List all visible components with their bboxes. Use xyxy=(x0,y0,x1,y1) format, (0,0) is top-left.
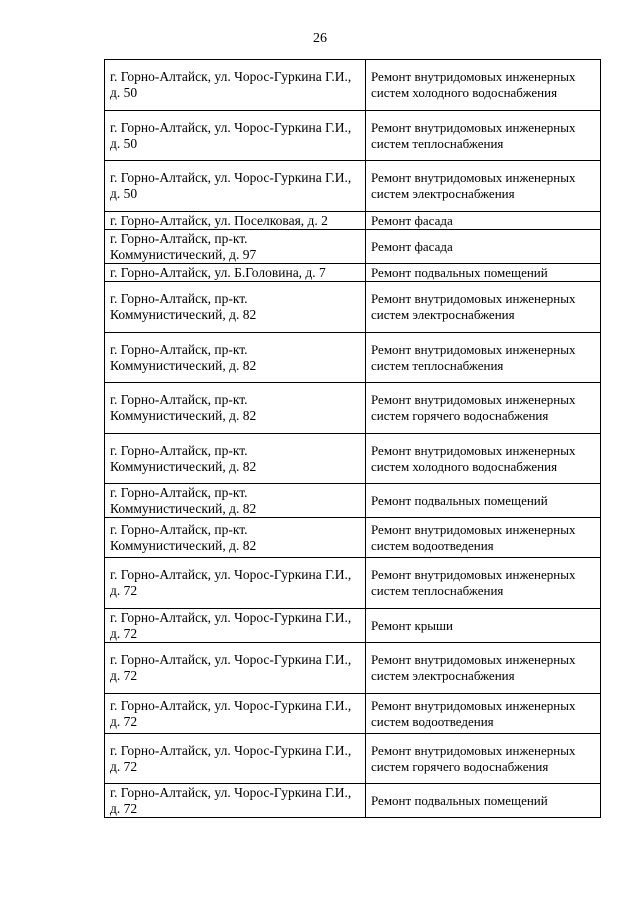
address-cell: г. Горно-Алтайск, ул. Чорос-Гуркина Г.И., д. 50 xyxy=(105,161,366,212)
address-cell: г. Горно-Алтайск, ул. Чорос-Гуркина Г.И., д. 50 xyxy=(105,111,366,161)
address-cell: г. Горно-Алтайск, ул. Чорос-Гуркина Г.И., д. 50 xyxy=(105,60,366,111)
work-type-cell: Ремонт внутридомовых инженерных систем горячего водоснабжения xyxy=(366,734,601,784)
work-type-cell: Ремонт внутридомовых инженерных систем электроснабжения xyxy=(366,161,601,212)
table-row xyxy=(105,230,601,264)
address-cell: г. Горно-Алтайск, пр-кт. Коммунистический, д. 82 xyxy=(105,434,366,484)
address-cell: г. Горно-Алтайск, ул. Поселковая, д. 2 xyxy=(105,212,366,230)
work-type-cell: Ремонт фасада xyxy=(366,212,601,230)
address-cell: г. Горно-Алтайск, ул. Чорос-Гуркина Г.И., д. 72 xyxy=(105,558,366,609)
table-row xyxy=(105,264,601,282)
address-cell: г. Горно-Алтайск, ул. Чорос-Гуркина Г.И., д. 72 xyxy=(105,784,366,818)
address-cell: г. Горно-Алтайск, ул. Чорос-Гуркина Г.И., д. 72 xyxy=(105,734,366,784)
work-type-cell: Ремонт внутридомовых инженерных систем водоотведения xyxy=(366,694,601,734)
work-type-cell: Ремонт внутридомовых инженерных систем теплоснабжения xyxy=(366,333,601,383)
table-row xyxy=(105,694,601,734)
work-type-cell: Ремонт подвальных помещений xyxy=(366,264,601,282)
address-cell: г. Горно-Алтайск, пр-кт. Коммунистический, д. 82 xyxy=(105,383,366,434)
address-cell: г. Горно-Алтайск, ул. Б.Головина, д. 7 xyxy=(105,264,366,282)
work-type-cell: Ремонт внутридомовых инженерных систем электроснабжения xyxy=(366,643,601,694)
address-cell: г. Горно-Алтайск, ул. Чорос-Гуркина Г.И., д. 72 xyxy=(105,609,366,643)
address-cell: г. Горно-Алтайск, ул. Чорос-Гуркина Г.И., д. 72 xyxy=(105,643,366,694)
work-type-cell: Ремонт крыши xyxy=(366,609,601,643)
work-type-cell: Ремонт внутридомовых инженерных систем холодного водоснабжения xyxy=(366,434,601,484)
address-cell: г. Горно-Алтайск, пр-кт. Коммунистический, д. 82 xyxy=(105,484,366,518)
address-cell: г. Горно-Алтайск, пр-кт. Коммунистический, д. 82 xyxy=(105,333,366,383)
work-type-cell: Ремонт фасада xyxy=(366,230,601,264)
table-row xyxy=(105,643,601,694)
address-cell: г. Горно-Алтайск, пр-кт. Коммунистический, д. 97 xyxy=(105,230,366,264)
table-row xyxy=(105,434,601,484)
table-row xyxy=(105,784,601,818)
table-row xyxy=(105,518,601,558)
work-type-cell: Ремонт внутридомовых инженерных систем водоотведения xyxy=(366,518,601,558)
work-type-cell: Ремонт внутридомовых инженерных систем электроснабжения xyxy=(366,282,601,333)
address-cell: г. Горно-Алтайск, ул. Чорос-Гуркина Г.И., д. 72 xyxy=(105,694,366,734)
table-row xyxy=(105,212,601,230)
work-type-cell: Ремонт подвальных помещений xyxy=(366,784,601,818)
work-type-cell: Ремонт подвальных помещений xyxy=(366,484,601,518)
table-row xyxy=(105,558,601,609)
table-row xyxy=(105,609,601,643)
work-type-cell: Ремонт внутридомовых инженерных систем холодного водоснабжения xyxy=(366,60,601,111)
table-row xyxy=(105,333,601,383)
table-row xyxy=(105,383,601,434)
page-number: 26 xyxy=(313,31,327,46)
work-type-cell: Ремонт внутридомовых инженерных систем горячего водоснабжения xyxy=(366,383,601,434)
table-row xyxy=(105,484,601,518)
work-type-cell: Ремонт внутридомовых инженерных систем теплоснабжения xyxy=(366,558,601,609)
table-row xyxy=(105,734,601,784)
address-cell: г. Горно-Алтайск, пр-кт. Коммунистический, д. 82 xyxy=(105,518,366,558)
table-row xyxy=(105,60,601,111)
table-row xyxy=(105,161,601,212)
work-type-cell: Ремонт внутридомовых инженерных систем теплоснабжения xyxy=(366,111,601,161)
address-cell: г. Горно-Алтайск, пр-кт. Коммунистический, д. 82 xyxy=(105,282,366,333)
table-row xyxy=(105,282,601,333)
table-row xyxy=(105,111,601,161)
repair-table xyxy=(104,59,601,818)
